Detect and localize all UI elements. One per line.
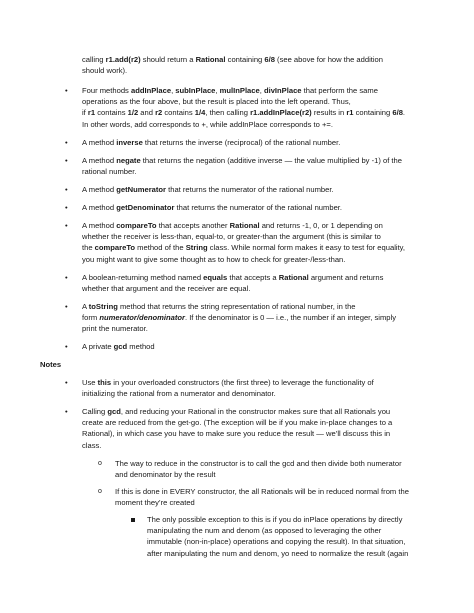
code-text: String <box>185 243 208 253</box>
text: , <box>215 86 220 95</box>
code-text: 1/2 <box>127 108 139 118</box>
text: , and reducing your Rational in the constructor makes sure that all Rationals you <box>120 407 391 416</box>
code-text: r2 <box>155 108 163 118</box>
bullet-icon: • <box>65 342 68 351</box>
text: containing <box>225 55 265 64</box>
code-text: r1 <box>87 108 96 118</box>
text-line: The way to reduce in the constructor is to call the gcd and then divide both numerator <box>115 459 402 468</box>
text-line: initializing the rational from a numerator and denominator. <box>82 389 276 399</box>
code-text: Rational <box>195 55 226 64</box>
text-line <box>82 54 383 65</box>
text-line <box>82 406 392 417</box>
text: and <box>138 108 156 118</box>
text-line <box>82 85 405 96</box>
text: method of the <box>135 243 186 253</box>
bullet-icon: • <box>65 185 68 194</box>
text: argument and returns <box>308 273 384 282</box>
list-item-equals <box>82 272 383 294</box>
text: Four methods <box>82 86 131 95</box>
bullet-icon: • <box>65 273 68 282</box>
square-bullet-icon <box>131 518 135 522</box>
code-text: divInPlace <box>263 86 302 95</box>
text: A method <box>82 156 117 165</box>
text-line <box>82 155 402 166</box>
text: contains <box>95 108 128 118</box>
text: that returns the numerator of the rational number. <box>174 203 343 212</box>
code-text: negate <box>116 156 141 165</box>
sub-sub-item-exception <box>147 514 408 559</box>
text: that returns the negation (additive inverse — the value multiplied by -1) of the <box>140 156 402 165</box>
text: , then calling <box>205 108 251 118</box>
code-text: addInPlace <box>130 86 172 95</box>
list-item-inplace <box>82 85 405 130</box>
code-text: this <box>97 378 112 387</box>
text: containing <box>353 108 393 118</box>
text: method <box>127 342 155 351</box>
code-text: 6/8 <box>264 55 275 64</box>
text: method that returns the string representation of rational number, in the <box>117 302 356 311</box>
text-line <box>82 341 155 352</box>
text-line: immutable (non-in-place) operations and copying the result). In that situation, <box>147 537 406 547</box>
text-line: and denominator by the result <box>115 470 216 480</box>
text-line <box>82 312 396 323</box>
code-text: numerator/denominator <box>99 313 185 323</box>
text: Use <box>82 378 98 387</box>
text: that returns the inverse (reciprocal) of the rational number. <box>142 138 341 147</box>
text: . If the denominator is 0 — i.e., the number if an integer, simply <box>184 313 397 323</box>
continuation-paragraph <box>82 54 383 76</box>
code-text: 6/8 <box>392 108 403 118</box>
text: Calling <box>82 407 108 416</box>
text: A method <box>82 185 117 194</box>
list-item-calling-gcd <box>82 406 392 451</box>
text-line <box>82 202 342 213</box>
text: A method <box>82 221 117 230</box>
text: , <box>171 86 176 95</box>
list-item-gcd <box>82 341 155 352</box>
text-line: you might want to give some thought as to how to check for greater-/less-than. <box>82 254 346 264</box>
text: in your overloaded constructors (the first three) to leverage the functionality of <box>111 378 374 387</box>
bullet-icon: • <box>65 378 68 387</box>
text: that returns the numerator of the rational number. <box>166 185 334 194</box>
text: and returns -1, 0, or 1 depending on <box>259 221 383 230</box>
text: contains <box>162 108 195 118</box>
circle-bullet-icon: o <box>98 488 102 495</box>
code-text: mulInPlace <box>219 86 260 95</box>
code-text: r1.addInPlace(r2) <box>250 108 312 118</box>
code-text: gcd <box>113 342 128 351</box>
text-line <box>82 137 340 148</box>
list-item-use-this <box>82 377 374 399</box>
text-line <box>82 242 405 253</box>
code-text: inverse <box>116 138 143 147</box>
list-item-get-denominator <box>82 202 342 213</box>
code-text: Rational <box>278 273 309 282</box>
text: A <box>82 302 89 311</box>
text: that accepts a <box>227 273 279 282</box>
code-text: compareTo <box>94 243 136 253</box>
text-line: In other words, add corresponds to +, while addInPlace corresponds to +=. <box>82 119 333 129</box>
text-line: whether that argument and the receiver are equal. <box>82 284 251 294</box>
text: results in <box>311 108 347 118</box>
list-item-negate <box>82 155 402 177</box>
code-text: getNumerator <box>116 185 166 194</box>
code-text: compareTo <box>116 221 157 230</box>
text-line <box>82 107 405 118</box>
text-line: should work). <box>82 66 128 76</box>
code-text: r1.add(r2) <box>105 55 141 64</box>
text: the <box>82 243 95 253</box>
code-text: 1/4 <box>194 108 206 118</box>
text-line <box>82 220 405 231</box>
code-text: Rational <box>229 221 260 230</box>
text-line: If this is done in EVERY constructor, the all Rationals will be in reduced normal from the <box>115 487 409 496</box>
code-text: toString <box>88 302 118 311</box>
code-text: subInPlace <box>175 86 216 95</box>
text: A private <box>82 342 114 351</box>
bullet-icon: • <box>65 86 68 95</box>
text: A method <box>82 203 117 212</box>
text: , <box>259 86 264 95</box>
text-line: create are reduced from the get-go. (The exception will be if you make in-place changes to a <box>82 418 393 428</box>
text-line: Rational), in which case you have to make sure you reduce the result — we’ll discuss this in <box>82 429 391 439</box>
code-text: getDenominator <box>116 203 175 212</box>
list-item-to-string <box>82 301 396 335</box>
text-line: after manipulating the num and denom, yo need to normalize the result (again <box>147 548 409 558</box>
text-line: rational number. <box>82 167 137 177</box>
list-item-compare-to <box>82 220 405 265</box>
code-text: gcd <box>107 407 121 416</box>
code-text: r1 <box>346 108 354 118</box>
text: . <box>402 108 406 118</box>
text-line: class. <box>82 440 102 450</box>
section-heading-notes: Notes <box>40 360 62 369</box>
sub-item-way-to-reduce <box>115 458 402 480</box>
text-line: operations as the four above, but the result is placed into the left operand. Thus, <box>82 97 351 107</box>
text: class. While normal form makes it easy to test for equality, <box>207 243 406 253</box>
text: A boolean-returning method named <box>82 273 204 282</box>
text: should return a <box>140 55 196 64</box>
bullet-icon: • <box>65 138 68 147</box>
text-line <box>82 272 383 283</box>
text-line <box>82 377 374 388</box>
text: that perform the same <box>301 86 378 95</box>
text: A method <box>82 138 117 147</box>
text-line <box>82 184 334 195</box>
text-line: print the numerator. <box>82 324 148 334</box>
bullet-icon: • <box>65 407 68 416</box>
list-item-inverse <box>82 137 340 148</box>
text: if <box>82 108 88 118</box>
code-text: equals <box>203 273 228 282</box>
sub-item-if-done <box>115 486 409 508</box>
text-line: moment they’re created <box>115 498 195 508</box>
text: that accepts another <box>156 221 230 230</box>
text: (see above for how the addition <box>274 55 384 64</box>
text-line: manipulating the num and denom (as opposed to leveraging the other <box>147 526 382 536</box>
text: calling <box>82 55 106 64</box>
bullet-icon: • <box>65 203 68 212</box>
circle-bullet-icon: o <box>98 460 102 467</box>
bullet-icon: • <box>65 302 68 311</box>
list-item-get-numerator <box>82 184 334 195</box>
text-line: whether the receiver is less-than, equal-to, or greater-than the argument (this is similar to <box>82 232 381 242</box>
bullet-icon: • <box>65 221 68 230</box>
text-line <box>82 301 396 312</box>
text-line: The only possible exception to this is if you do inPlace operations by directly <box>147 515 403 524</box>
bullet-icon: • <box>65 156 68 165</box>
text: form <box>82 313 100 323</box>
